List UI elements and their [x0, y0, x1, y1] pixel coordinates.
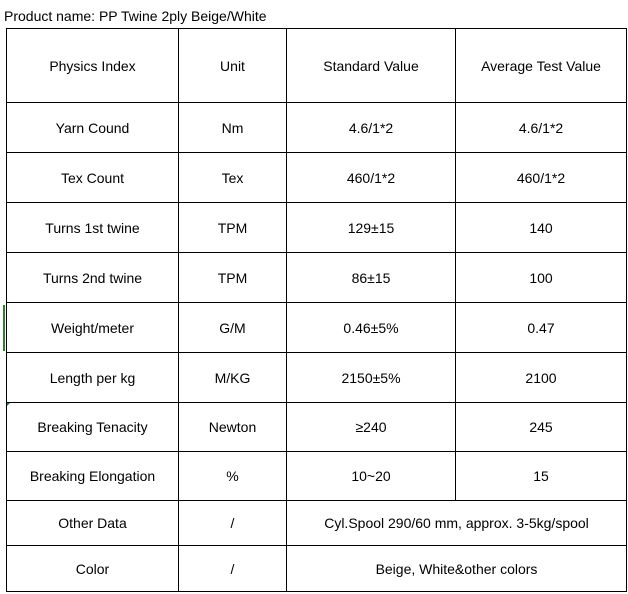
- specification-table: [6, 28, 627, 592]
- header-average-test-value: Average Test Value: [456, 29, 627, 103]
- table-row: [7, 353, 627, 403]
- cell-average-test-value: 4.6/1*2: [456, 103, 627, 153]
- cell-standard-value: 2150±5%: [287, 353, 456, 403]
- cell-physics-index: Turns 1st twine: [7, 203, 179, 253]
- cell-physics-index: Tex Count: [7, 153, 179, 203]
- cell-unit: G/M: [179, 303, 287, 353]
- cell-selection-marker: [3, 305, 5, 351]
- cell-standard-value: 460/1*2: [287, 153, 456, 203]
- table-row: [7, 303, 627, 353]
- header-unit: Unit: [179, 29, 287, 103]
- table-row: [7, 452, 627, 501]
- cell-physics-index: Breaking Tenacity: [7, 403, 179, 452]
- table-header-row: [7, 29, 627, 103]
- table-row: [7, 153, 627, 203]
- cell-average-test-value: 2100: [456, 353, 627, 403]
- cell-unit: /: [179, 501, 287, 546]
- cell-color-value: Beige, White&other colors: [287, 546, 627, 592]
- cell-unit: TPM: [179, 203, 287, 253]
- cell-unit: %: [179, 452, 287, 501]
- cell-unit: /: [179, 546, 287, 592]
- cell-average-test-value: 245: [456, 403, 627, 452]
- cell-average-test-value: 460/1*2: [456, 153, 627, 203]
- cell-standard-value: 86±15: [287, 253, 456, 303]
- cell-physics-index: Yarn Cound: [7, 103, 179, 153]
- cell-standard-value: 4.6/1*2: [287, 103, 456, 153]
- cell-physics-index: Color: [7, 546, 179, 592]
- cell-average-test-value: 100: [456, 253, 627, 303]
- table-row: [7, 253, 627, 303]
- table-row: [7, 403, 627, 452]
- table-row: [7, 203, 627, 253]
- cell-average-test-value: 140: [456, 203, 627, 253]
- header-standard-value: Standard Value: [287, 29, 456, 103]
- cell-other-data-value: Cyl.Spool 290/60 mm, approx. 3-5kg/spool: [287, 501, 627, 546]
- cell-standard-value: 10~20: [287, 452, 456, 501]
- cell-unit: Tex: [179, 153, 287, 203]
- cell-physics-index: Length per kg: [7, 353, 179, 403]
- cell-physics-index: Turns 2nd twine: [7, 253, 179, 303]
- cell-unit: Nm: [179, 103, 287, 153]
- cell-physics-index: Weight/meter: [7, 303, 179, 353]
- cell-standard-value: ≥240: [287, 403, 456, 452]
- table-row-color: [7, 546, 627, 592]
- cell-standard-value: 0.46±5%: [287, 303, 456, 353]
- cell-standard-value: 129±15: [287, 203, 456, 253]
- table-row-other-data: [7, 501, 627, 546]
- cell-unit: M/KG: [179, 353, 287, 403]
- cell-average-test-value: 0.47: [456, 303, 627, 353]
- cell-physics-index: Breaking Elongation: [7, 452, 179, 501]
- cell-average-test-value: 15: [456, 452, 627, 501]
- cell-unit: Newton: [179, 403, 287, 452]
- cell-unit: TPM: [179, 253, 287, 303]
- header-physics-index: Physics Index: [7, 29, 179, 103]
- table-row: [7, 103, 627, 153]
- product-name-title: Product name: PP Twine 2ply Beige/White: [4, 8, 267, 24]
- cell-physics-index: Other Data: [7, 501, 179, 546]
